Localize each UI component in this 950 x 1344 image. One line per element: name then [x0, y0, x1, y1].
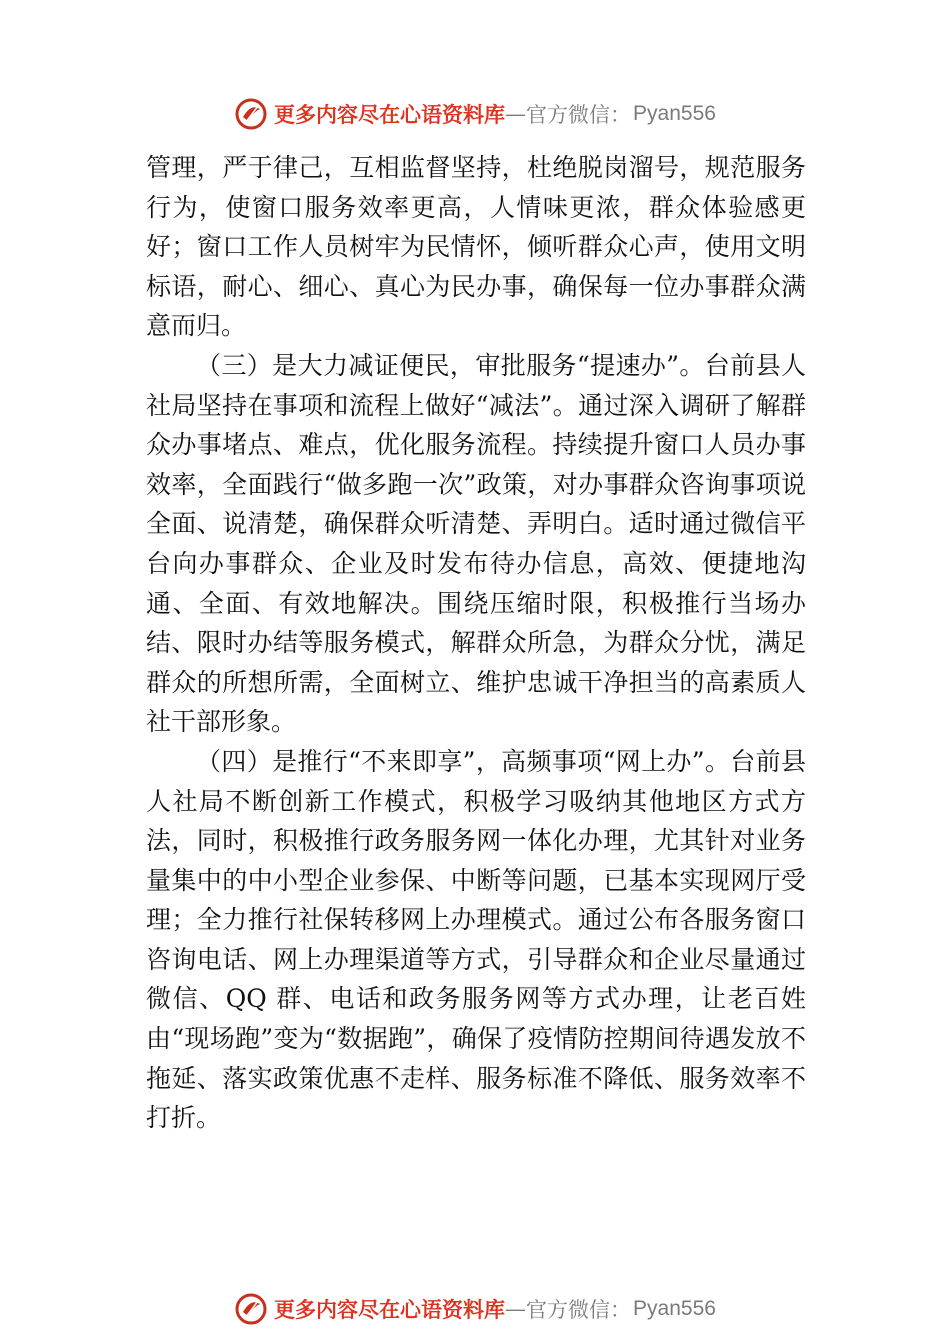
watermark-main-text: 更多内容尽在心语资料库: [274, 102, 506, 127]
watermark-footer: [0, 1289, 950, 1329]
watermark-main-text: 更多内容尽在心语资料库: [274, 1297, 506, 1322]
watermark-header: [0, 94, 950, 134]
document-body: [146, 148, 806, 1138]
paragraph-continued: 管理，严于律己，互相监督坚持，杜绝脱岗溜号，规范服务行为，使窗口服务效率更高，人情味更浓，群众体验感更好；窗口工作人员树牢为民情怀，倾听群众心声，使用文明标语，耐心、细心、真心为民办事，确保每一位办事群众满意而归。: [146, 153, 806, 341]
watermark-sub-text: 官方微信：: [526, 1298, 632, 1322]
watermark-separator: —: [505, 1297, 527, 1321]
logo-icon: [234, 1292, 268, 1326]
paragraph-section-four: （四）是推行“不来即享”，高频事项“网上办”。台前县人社局不断创新工作模式，积极学习吸纳其他地区方式方法，同时，积极推行政务服务网一体化办理，尤其针对业务量集中的中小型企业参保、中断等问题，已基本实现网厅受理；全力推行社保转移网上办理模式。通过公布各服务窗口咨询电话、网上办理渠道等方式，引导群众和企业尽量通过微信、QQ 群、电话和政务服务网等方式办理，让老百姓由“现场跑”变为“数据跑”，确保了疫情防控期间待遇发放不拖延、落实政策优惠不走样、服务标准不降低、服务效率不打折。: [146, 746, 806, 1133]
watermark-wechat-id: Pyan556: [633, 1297, 716, 1320]
logo-icon: [234, 97, 268, 131]
watermark-wechat-id: Pyan556: [633, 102, 716, 125]
watermark-sub-text: 官方微信：: [526, 103, 632, 127]
watermark-separator: —: [505, 102, 527, 126]
paragraph-section-three: （三）是大力减证便民，审批服务“提速办”。台前县人社局坚持在事项和流程上做好“减法”。通过深入调研了解群众办事堵点、难点，优化服务流程。持续提升窗口人员办事效率，全面践行“做多跑一次”政策，对办事群众咨询事项说全面、说清楚，确保群众听清楚、弄明白。适时通过微信平台向办事群众、企业及时发布待办信息，高效、便捷地沟通、全面、有效地解决。围绕压缩时限，积极推行当场办结、限时办结等服务模式，解群众所急，为群众分忧，满足群众的所想所需，全面树立、维护忠诚干净担当的高素质人社干部形象。: [146, 350, 806, 737]
